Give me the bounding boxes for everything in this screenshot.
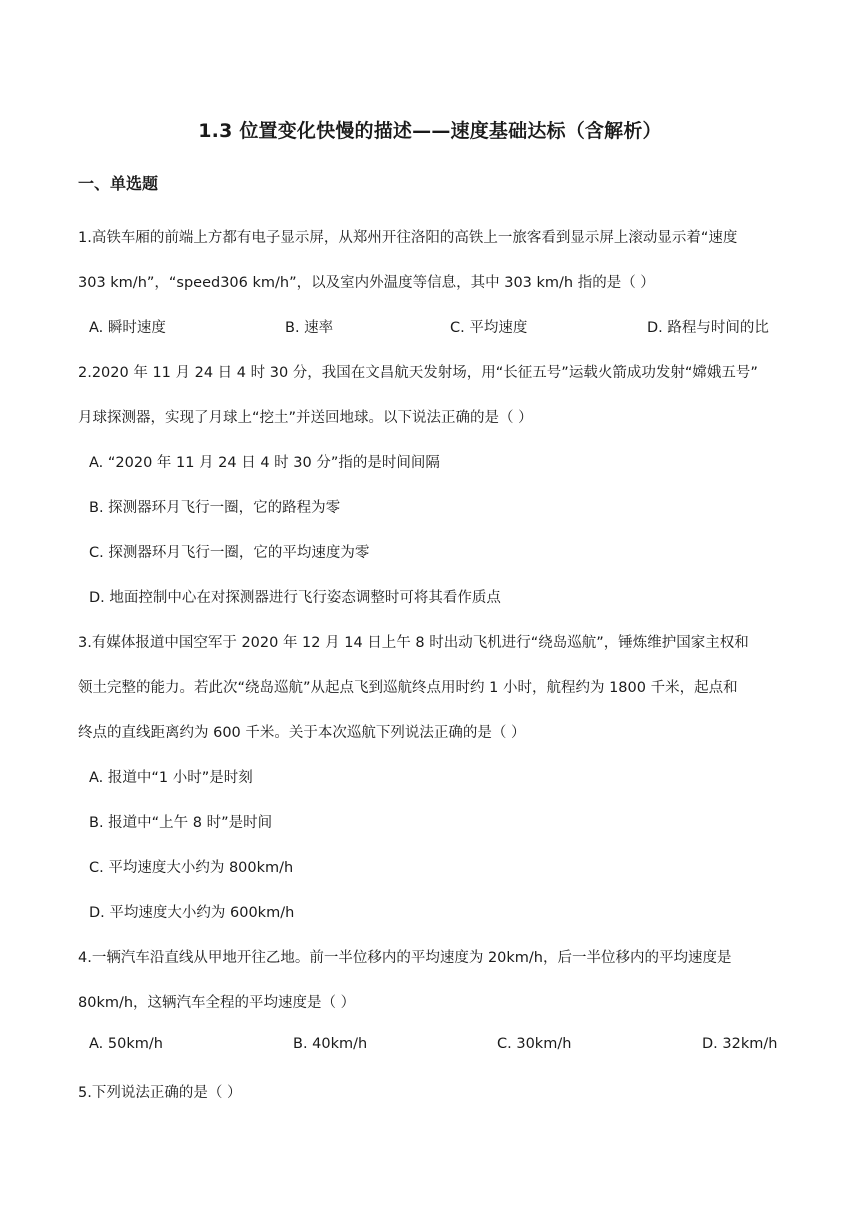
question-1-line-2: 303 km/h”，“speed306 km/h”，以及室内外温度等信息，其中 303 km/h 指的是（ ）: [78, 275, 655, 291]
question-2-option-d: D. 地面控制中心在对探测器进行飞行姿态调整时可将其看作质点: [89, 590, 501, 606]
question-4-line-2: 80km/h，这辆汽车全程的平均速度是（ ）: [78, 995, 356, 1011]
question-3-option-c: C. 平均速度大小约为 800km/h: [89, 860, 294, 876]
question-3-option-d: D. 平均速度大小约为 600km/h: [89, 905, 295, 921]
question-3-option-a: A. 报道中“1 小时”是时刻: [89, 770, 253, 786]
question-3-option-b: B. 报道中“上午 8 时”是时间: [89, 815, 273, 831]
question-2-option-a: A. “2020 年 11 月 24 日 4 时 30 分”指的是时间间隔: [89, 455, 440, 471]
question-4-option-d: D. 32km/h: [702, 1036, 778, 1052]
question-1-option-b: B. 速率: [285, 320, 334, 336]
question-4-line-1: 4.一辆汽车沿直线从甲地开往乙地。前一半位移内的平均速度为 20km/h，后一半位移内的平均速度是: [78, 950, 732, 966]
section-heading: 一、单选题: [78, 174, 159, 193]
document-title: 1.3 位置变化快慢的描述——速度基础达标（含解析）: [198, 120, 662, 142]
question-1-option-a: A. 瞬时速度: [89, 320, 166, 336]
question-3-line-1: 3.有媒体报道中国空军于 2020 年 12 月 14 日上午 8 时出动飞机进行“绕岛巡航”，锤炼维护国家主权和: [78, 635, 749, 651]
question-2-line-1: 2.2020 年 11 月 24 日 4 时 30 分，我国在文昌航天发射场，用“长征五号”运载火箭成功发射“嫦娥五号”: [78, 365, 758, 381]
question-3-line-2: 领土完整的能力。若此次“绕岛巡航”从起点飞到巡航终点用时约 1 小时，航程约为 1800 千米，起点和: [78, 680, 738, 696]
question-2-option-b: B. 探测器环月飞行一圈，它的路程为零: [89, 500, 341, 516]
question-5-line-1: 5.下列说法正确的是（ ）: [78, 1085, 242, 1101]
question-2-line-2: 月球探测器，实现了月球上“挖土”并送回地球。以下说法正确的是（ ）: [78, 410, 533, 426]
question-1-line-1: 1.高铁车厢的前端上方都有电子显示屏，从郑州开往洛阳的高铁上一旅客看到显示屏上滚动显示着“速度: [78, 230, 738, 246]
question-4-option-b: B. 40km/h: [293, 1036, 368, 1052]
question-4-option-a: A. 50km/h: [89, 1036, 163, 1052]
question-1-option-d: D. 路程与时间的比: [647, 320, 769, 336]
question-2-option-c: C. 探测器环月飞行一圈，它的平均速度为零: [89, 545, 370, 561]
question-1-option-c: C. 平均速度: [450, 320, 528, 336]
question-4-option-c: C. 30km/h: [497, 1036, 572, 1052]
question-3-line-3: 终点的直线距离约为 600 千米。关于本次巡航下列说法正确的是（ ）: [78, 725, 526, 741]
